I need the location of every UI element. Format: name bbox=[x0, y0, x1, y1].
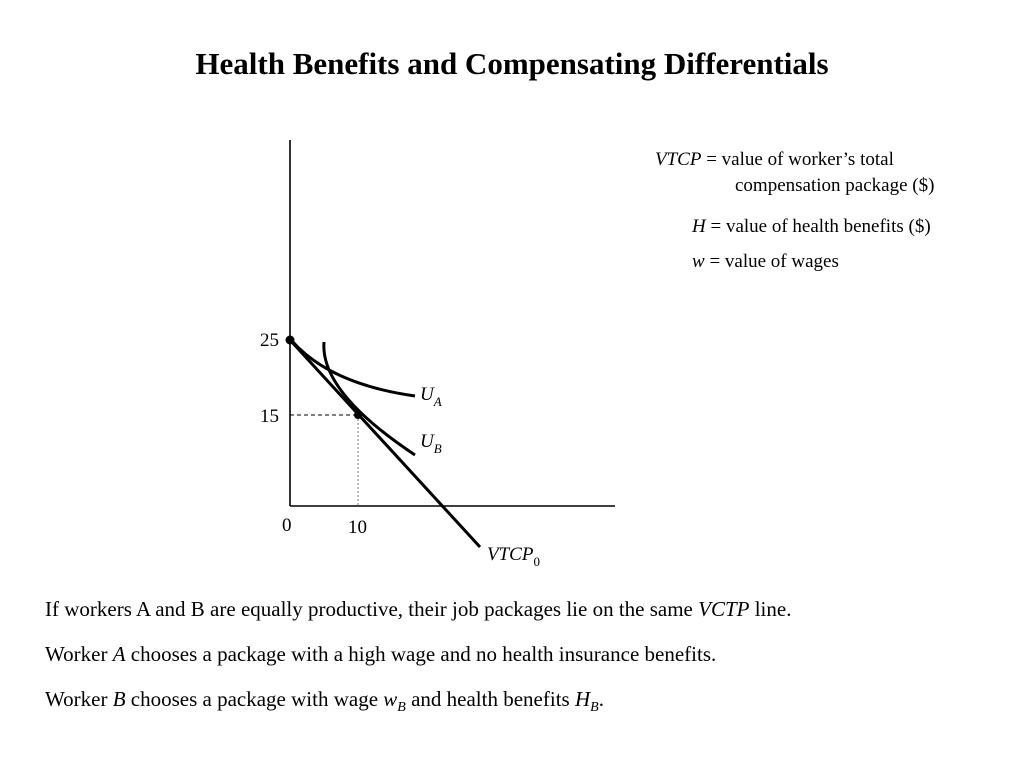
y-tick-25: 25 bbox=[260, 330, 279, 351]
worker-b-point bbox=[354, 411, 362, 419]
ua-curve bbox=[292, 341, 415, 396]
legend-w: w = value of wages bbox=[692, 251, 839, 272]
legend bbox=[655, 147, 1015, 275]
note-line-3: Worker B chooses a package with wage $w_B$ and health benefits $H_B$. bbox=[45, 687, 604, 715]
vtcp-label: $VTCP_0$ bbox=[487, 544, 540, 569]
page-title: Health Benefits and Compensating Differentials bbox=[195, 46, 829, 81]
x-tick-10: 10 bbox=[348, 517, 367, 538]
worker-a-point bbox=[286, 336, 295, 345]
notes bbox=[45, 597, 1005, 732]
ua-label: $U_A$ bbox=[420, 384, 442, 409]
note-line-2: Worker A chooses a package with a high wage and no health insurance benefits. bbox=[45, 642, 717, 666]
legend-vtcp: VTCP = value of worker’s total bbox=[655, 149, 894, 170]
note-line-1: If workers A and B are equally productive, their job packages lie on the same VCTP line. bbox=[45, 597, 792, 621]
legend-vtcp-continued: compensation package ($) bbox=[735, 175, 935, 196]
origin-label: 0 bbox=[282, 515, 292, 536]
y-tick-15: 15 bbox=[260, 406, 279, 427]
vtcp-line bbox=[290, 340, 480, 547]
ub-label: $U_B$ bbox=[420, 431, 442, 456]
ub-curve bbox=[324, 342, 415, 455]
legend-h: H = value of health benefits ($) bbox=[692, 216, 931, 237]
